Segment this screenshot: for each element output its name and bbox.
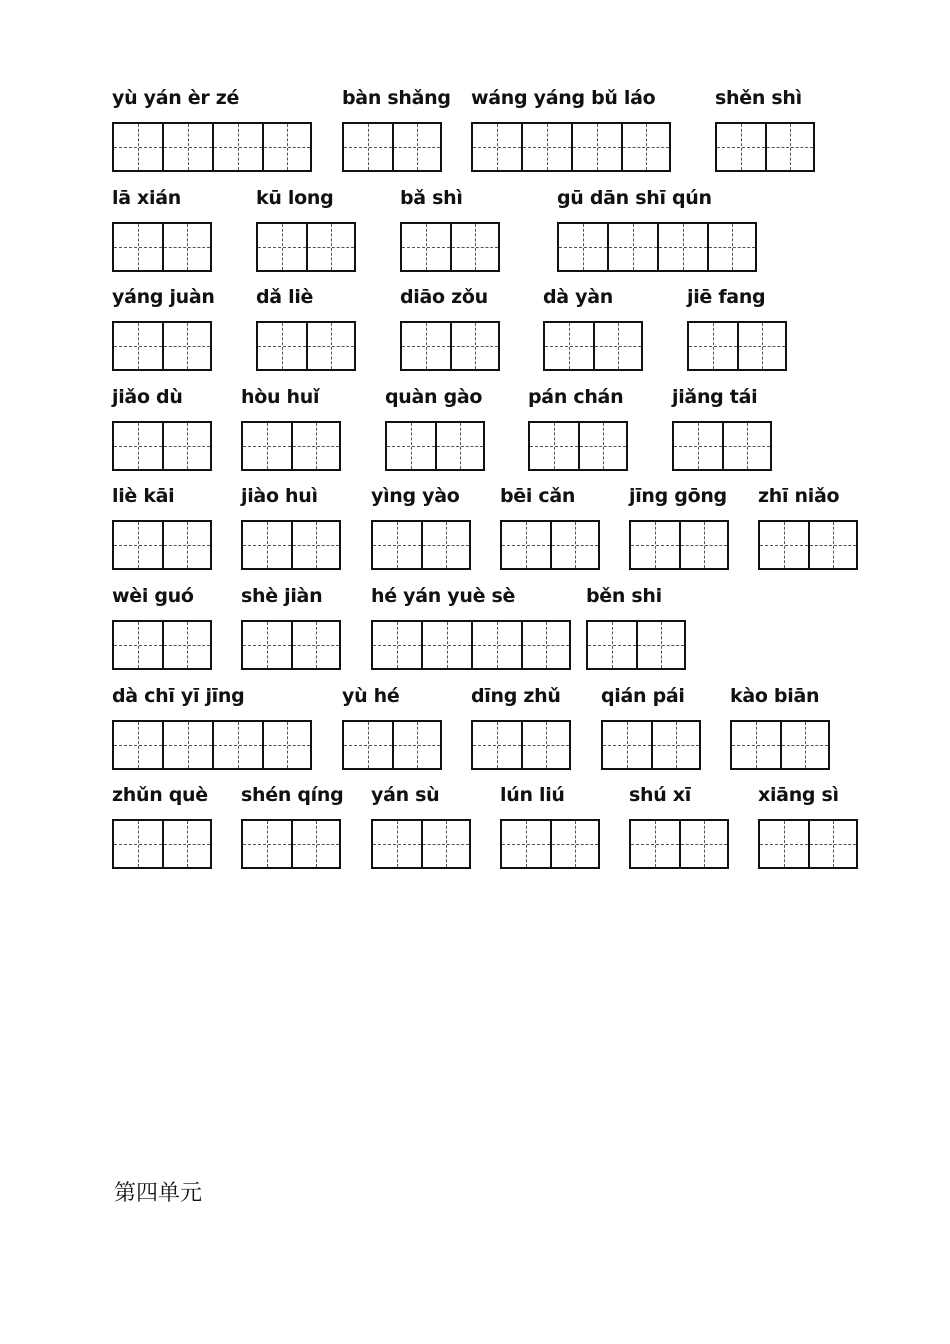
- writing-boxes: [112, 620, 212, 670]
- tianzige-cell[interactable]: [651, 720, 701, 770]
- pinyin-label: zhǔn què: [112, 784, 208, 807]
- tianzige-cell[interactable]: [112, 620, 162, 670]
- tianzige-cell[interactable]: [371, 520, 421, 570]
- writing-boxes: [730, 720, 830, 770]
- writing-boxes: [758, 520, 858, 570]
- tianzige-cell[interactable]: [679, 520, 729, 570]
- tianzige-cell[interactable]: [621, 122, 671, 172]
- tianzige-cell[interactable]: [758, 520, 808, 570]
- pinyin-label: shěn shì: [715, 87, 802, 109]
- pinyin-label: kào biān: [730, 684, 820, 707]
- tianzige-cell[interactable]: [421, 520, 471, 570]
- tianzige-cell[interactable]: [241, 620, 291, 670]
- writing-boxes: [342, 122, 442, 172]
- tianzige-cell[interactable]: [808, 819, 858, 869]
- tianzige-cell[interactable]: [256, 222, 306, 272]
- pinyin-label: jīng gōng: [629, 485, 727, 508]
- tianzige-cell[interactable]: [162, 421, 212, 471]
- tianzige-cell[interactable]: [672, 421, 722, 471]
- tianzige-cell[interactable]: [808, 520, 858, 570]
- pinyin-label: yù yán èr zé: [112, 87, 240, 109]
- tianzige-cell[interactable]: [306, 321, 356, 371]
- pinyin-label: jiǎng tái: [672, 385, 758, 408]
- tianzige-cell[interactable]: [262, 720, 312, 770]
- pinyin-label: hòu huǐ: [241, 385, 320, 408]
- pinyin-label: lā xián: [112, 186, 181, 209]
- tianzige-cell[interactable]: [601, 720, 651, 770]
- pinyin-label: jiǎo dù: [112, 385, 183, 408]
- pinyin-label: yán sù: [371, 784, 440, 807]
- pinyin-label: dà yàn: [543, 286, 613, 309]
- tianzige-cell[interactable]: [421, 620, 471, 670]
- tianzige-cell[interactable]: [571, 122, 621, 172]
- tianzige-cell[interactable]: [162, 819, 212, 869]
- pinyin-label: jiào huì: [241, 485, 318, 508]
- tianzige-cell[interactable]: [112, 720, 162, 770]
- pinyin-label: shén qíng: [241, 784, 344, 807]
- tianzige-cell[interactable]: [112, 421, 162, 471]
- tianzige-cell[interactable]: [629, 819, 679, 869]
- tianzige-cell[interactable]: [521, 720, 571, 770]
- writing-boxes: [672, 421, 772, 471]
- tianzige-cell[interactable]: [471, 720, 521, 770]
- tianzige-cell[interactable]: [557, 222, 607, 272]
- pinyin-label: gū dān shī qún: [557, 186, 712, 209]
- pinyin-label: kū long: [256, 186, 334, 209]
- writing-boxes: [241, 620, 341, 670]
- tianzige-cell[interactable]: [578, 421, 628, 471]
- tianzige-cell[interactable]: [162, 620, 212, 670]
- tianzige-cell[interactable]: [543, 321, 593, 371]
- tianzige-cell[interactable]: [586, 620, 636, 670]
- pinyin-label: quàn gào: [385, 385, 483, 408]
- tianzige-cell[interactable]: [291, 520, 341, 570]
- tianzige-cell[interactable]: [256, 321, 306, 371]
- writing-boxes: [629, 819, 729, 869]
- tianzige-cell[interactable]: [241, 520, 291, 570]
- tianzige-cell[interactable]: [112, 321, 162, 371]
- tianzige-cell[interactable]: [500, 520, 550, 570]
- writing-boxes: [400, 222, 500, 272]
- pinyin-label: bǎ shì: [400, 186, 463, 209]
- tianzige-cell[interactable]: [371, 620, 421, 670]
- tianzige-cell[interactable]: [528, 421, 578, 471]
- tianzige-cell[interactable]: [162, 520, 212, 570]
- tianzige-cell[interactable]: [262, 122, 312, 172]
- tianzige-cell[interactable]: [780, 720, 830, 770]
- pinyin-label: xiāng sì: [758, 784, 839, 807]
- pinyin-label: qián pái: [601, 684, 685, 707]
- tianzige-cell[interactable]: [450, 321, 500, 371]
- writing-boxes: [241, 421, 341, 471]
- tianzige-cell[interactable]: [707, 222, 757, 272]
- writing-boxes: [112, 720, 312, 770]
- tianzige-cell[interactable]: [162, 122, 212, 172]
- tianzige-cell[interactable]: [342, 720, 392, 770]
- tianzige-cell[interactable]: [306, 222, 356, 272]
- pinyin-label: běn shi: [586, 585, 662, 607]
- writing-boxes: [543, 321, 643, 371]
- tianzige-cell[interactable]: [392, 122, 442, 172]
- writing-boxes: [241, 520, 341, 570]
- writing-boxes: [112, 122, 312, 172]
- pinyin-label: pán chán: [528, 385, 624, 408]
- tianzige-cell[interactable]: [758, 819, 808, 869]
- pinyin-label: bēi cǎn: [500, 485, 576, 508]
- tianzige-cell[interactable]: [521, 122, 571, 172]
- writing-boxes: [715, 122, 815, 172]
- tianzige-cell[interactable]: [550, 819, 600, 869]
- tianzige-cell[interactable]: [112, 222, 162, 272]
- tianzige-cell[interactable]: [500, 819, 550, 869]
- tianzige-cell[interactable]: [400, 222, 450, 272]
- writing-boxes: [342, 720, 442, 770]
- writing-boxes: [112, 222, 212, 272]
- writing-boxes: [500, 819, 600, 869]
- tianzige-cell[interactable]: [400, 321, 450, 371]
- unit-title: 第四单元: [114, 1181, 203, 1206]
- writing-boxes: [557, 222, 757, 272]
- writing-boxes: [371, 620, 571, 670]
- tianzige-cell[interactable]: [291, 819, 341, 869]
- pinyin-label: bàn shǎng: [342, 87, 451, 109]
- tianzige-cell[interactable]: [392, 720, 442, 770]
- pinyin-label: jiē fang: [687, 286, 766, 309]
- pinyin-label: dà chī yī jīng: [112, 684, 245, 707]
- writing-boxes: [385, 421, 485, 471]
- pinyin-label: yù hé: [342, 684, 400, 707]
- tianzige-cell[interactable]: [730, 720, 780, 770]
- tianzige-cell[interactable]: [471, 122, 521, 172]
- pinyin-label: yáng juàn: [112, 286, 215, 309]
- pinyin-label: wáng yáng bǔ láo: [471, 87, 656, 109]
- tianzige-cell[interactable]: [715, 122, 765, 172]
- tianzige-cell[interactable]: [241, 819, 291, 869]
- tianzige-cell[interactable]: [687, 321, 737, 371]
- tianzige-cell[interactable]: [112, 520, 162, 570]
- writing-boxes: [629, 520, 729, 570]
- pinyin-label: dǎ liè: [256, 286, 314, 309]
- writing-boxes: [112, 421, 212, 471]
- writing-boxes: [241, 819, 341, 869]
- writing-boxes: [687, 321, 787, 371]
- writing-boxes: [112, 819, 212, 869]
- writing-boxes: [112, 520, 212, 570]
- tianzige-cell[interactable]: [421, 819, 471, 869]
- pinyin-label: liè kāi: [112, 485, 175, 508]
- pinyin-label: dīng zhǔ: [471, 684, 561, 707]
- tianzige-cell[interactable]: [162, 720, 212, 770]
- tianzige-cell[interactable]: [112, 819, 162, 869]
- writing-boxes: [400, 321, 500, 371]
- pinyin-label: shú xī: [629, 784, 691, 807]
- writing-boxes: [371, 819, 471, 869]
- tianzige-cell[interactable]: [636, 620, 686, 670]
- tianzige-cell[interactable]: [212, 122, 262, 172]
- pinyin-label: shè jiàn: [241, 585, 323, 607]
- tianzige-cell[interactable]: [371, 819, 421, 869]
- pinyin-label: lún liú: [500, 784, 565, 807]
- tianzige-cell[interactable]: [593, 321, 643, 371]
- tianzige-cell[interactable]: [385, 421, 435, 471]
- writing-boxes: [256, 321, 356, 371]
- writing-boxes: [471, 122, 671, 172]
- writing-boxes: [500, 520, 600, 570]
- tianzige-cell[interactable]: [291, 620, 341, 670]
- tianzige-cell[interactable]: [112, 122, 162, 172]
- pinyin-label: hé yán yuè sè: [371, 585, 516, 607]
- pinyin-label: wèi guó: [112, 585, 194, 607]
- tianzige-cell[interactable]: [521, 620, 571, 670]
- pinyin-label: yìng yào: [371, 485, 460, 508]
- writing-boxes: [471, 720, 571, 770]
- tianzige-cell[interactable]: [657, 222, 707, 272]
- writing-boxes: [601, 720, 701, 770]
- tianzige-cell[interactable]: [291, 421, 341, 471]
- tianzige-cell[interactable]: [629, 520, 679, 570]
- tianzige-cell[interactable]: [471, 620, 521, 670]
- tianzige-cell[interactable]: [241, 421, 291, 471]
- tianzige-cell[interactable]: [765, 122, 815, 172]
- writing-boxes: [528, 421, 628, 471]
- writing-boxes: [256, 222, 356, 272]
- tianzige-cell[interactable]: [679, 819, 729, 869]
- writing-boxes: [371, 520, 471, 570]
- tianzige-cell[interactable]: [435, 421, 485, 471]
- tianzige-cell[interactable]: [722, 421, 772, 471]
- writing-boxes: [586, 620, 686, 670]
- tianzige-cell[interactable]: [450, 222, 500, 272]
- tianzige-cell[interactable]: [607, 222, 657, 272]
- pinyin-label: diāo zǒu: [400, 286, 488, 309]
- pinyin-label: zhī niǎo: [758, 485, 840, 508]
- writing-boxes: [112, 321, 212, 371]
- tianzige-cell[interactable]: [737, 321, 787, 371]
- writing-boxes: [758, 819, 858, 869]
- tianzige-cell[interactable]: [162, 321, 212, 371]
- tianzige-cell[interactable]: [550, 520, 600, 570]
- tianzige-cell[interactable]: [212, 720, 262, 770]
- tianzige-cell[interactable]: [162, 222, 212, 272]
- tianzige-cell[interactable]: [342, 122, 392, 172]
